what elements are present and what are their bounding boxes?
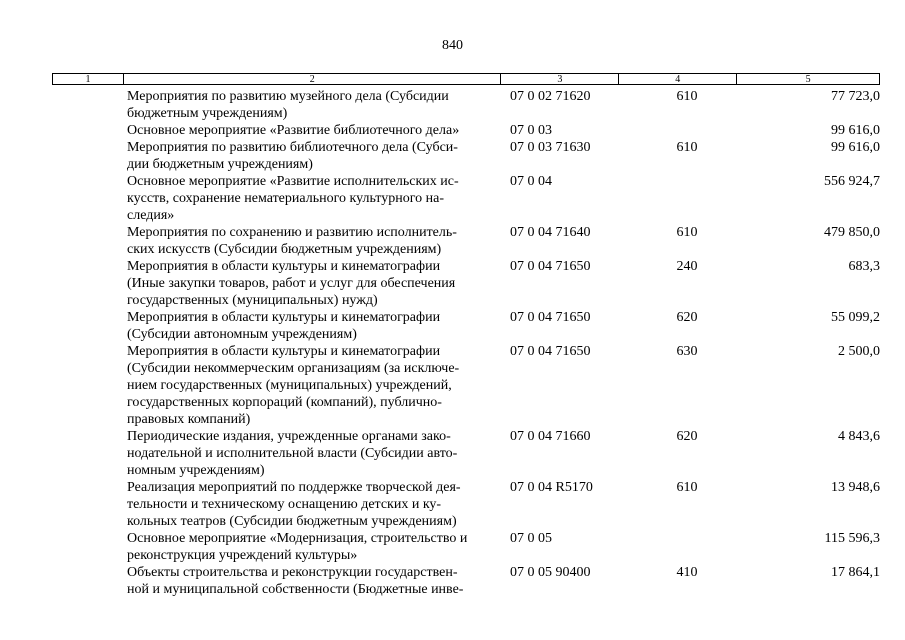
row-code: 07 0 05 (510, 531, 552, 546)
row-vr (628, 173, 746, 224)
row-vr: 410 (676, 565, 698, 580)
row-code: 07 0 04 71650 (510, 259, 591, 274)
row-name-line: Основное мероприятие «Развитие исполнительских ис- (127, 174, 459, 189)
table-row (52, 479, 880, 530)
table-row (52, 88, 880, 122)
row-name-line: (Субсидии автономным учреждениям) (127, 327, 357, 342)
row-name-line: реконструкция учреждений культуры» (127, 548, 358, 563)
row-name-line: (Субсидии некоммерческим организациям (за исключе- (127, 361, 460, 376)
row-name (127, 173, 508, 224)
table-row (52, 564, 880, 598)
row-name-line: Периодические издания, учрежденные органами зако- (127, 429, 451, 444)
row-name-line: Мероприятия по развитию музейного дела (Субсидии (127, 89, 449, 104)
row-amount: 77 723,0 (831, 89, 880, 104)
row-amount: 55 099,2 (831, 310, 880, 325)
row-name (127, 530, 508, 564)
row-amount: 99 616,0 (831, 140, 880, 155)
row-name-line: номным учреждениям) (127, 463, 265, 478)
row-name (127, 479, 508, 530)
row-vr: 630 (676, 344, 698, 359)
row-name (127, 343, 508, 428)
row-amount: 13 948,6 (831, 480, 880, 495)
table-row (52, 173, 880, 224)
row-name-line: (Иные закупки товаров, работ и услуг для обеспечения (127, 276, 456, 291)
table-row (52, 224, 880, 258)
row-vr: 240 (676, 259, 698, 274)
row-name-line: ских искусств (Субсидии бюджетным учреждениям) (127, 242, 442, 257)
row-code: 07 0 04 (510, 174, 552, 189)
row-name-line: государственных корпораций (компаний), публично- (127, 395, 442, 410)
row-name-line: нодательной и исполнительной власти (Субсидии авто- (127, 446, 458, 461)
row-name-line: Объекты строительства и реконструкции государствен- (127, 565, 458, 580)
row-code: 07 0 02 71620 (510, 89, 591, 104)
row-code: 07 0 04 71650 (510, 310, 591, 325)
row-amount: 115 596,3 (824, 531, 880, 546)
row-code: 07 0 04 R5170 (510, 480, 593, 495)
table-row (52, 258, 880, 309)
table-header (52, 73, 880, 85)
row-vr: 610 (676, 225, 698, 240)
row-name-line: государственных (муниципальных) нужд) (127, 293, 378, 308)
row-name-line: тельности и техническому оснащению детских и ку- (127, 497, 442, 512)
row-code: 07 0 04 71650 (510, 344, 591, 359)
row-name (127, 139, 508, 173)
row-name-line: Основное мероприятие «Развитие библиотечного дела» (127, 123, 460, 138)
table-row (52, 530, 880, 564)
row-amount: 99 616,0 (831, 123, 880, 138)
row-name-line: Мероприятия в области культуры и кинематографии (127, 259, 441, 274)
row-name-line: правовых компаний) (127, 412, 251, 427)
header-col-3: 3 (500, 74, 618, 84)
row-name-line: Основное мероприятие «Модернизация, строительство и (127, 531, 468, 546)
table-body (52, 88, 880, 598)
row-name-line: следия» (127, 208, 175, 223)
header-col-4: 4 (618, 74, 736, 84)
row-code: 07 0 05 90400 (510, 565, 591, 580)
page-number: 840 (442, 38, 463, 53)
row-name-line: Мероприятия по развитию библиотечного дела (Субси- (127, 140, 458, 155)
row-name (127, 122, 508, 139)
row-name-line: кольных театров (Субсидии бюджетным учреждениям) (127, 514, 457, 529)
table-row (52, 309, 880, 343)
row-name (127, 309, 508, 343)
row-code: 07 0 03 (510, 123, 552, 138)
row-name-line: ной и муниципальной собственности (Бюджетные инве- (127, 582, 464, 597)
row-name (127, 88, 508, 122)
row-amount: 4 843,6 (838, 429, 880, 444)
row-name (127, 428, 508, 479)
row-code: 07 0 04 71660 (510, 429, 591, 444)
header-col-5: 5 (736, 74, 879, 84)
row-name-line: нием государственных (муниципальных) учреждений, (127, 378, 452, 393)
row-vr: 620 (676, 310, 698, 325)
row-name (127, 224, 508, 258)
row-amount: 556 924,7 (824, 174, 880, 189)
row-name-line: дии бюджетным учреждениям) (127, 157, 313, 172)
row-amount: 479 850,0 (824, 225, 880, 240)
row-name (127, 564, 508, 598)
row-name-line: Мероприятия по сохранению и развитию исполнитель- (127, 225, 457, 240)
table-row (52, 122, 880, 139)
row-name-line: Реализация мероприятий по поддержке творческой дея- (127, 480, 461, 495)
row-amount: 2 500,0 (838, 344, 880, 359)
header-col-2: 2 (123, 74, 501, 84)
row-amount: 683,3 (848, 259, 880, 274)
row-code: 07 0 03 71630 (510, 140, 591, 155)
row-vr: 610 (676, 89, 698, 104)
table-row (52, 139, 880, 173)
table-row (52, 428, 880, 479)
row-code: 07 0 04 71640 (510, 225, 591, 240)
row-amount: 17 864,1 (831, 565, 880, 580)
row-vr: 610 (676, 480, 698, 495)
row-name-line: кусств, сохранение нематериального культурного на- (127, 191, 444, 206)
row-vr (628, 530, 746, 564)
row-vr (628, 122, 746, 139)
table-row (52, 343, 880, 428)
row-name-line: Мероприятия в области культуры и кинематографии (127, 310, 441, 325)
row-name (127, 258, 508, 309)
row-name-line: Мероприятия в области культуры и кинематографии (127, 344, 441, 359)
row-vr: 620 (676, 429, 698, 444)
row-name-line: бюджетным учреждениям) (127, 106, 288, 121)
header-col-1: 1 (85, 74, 91, 85)
row-vr: 610 (676, 140, 698, 155)
